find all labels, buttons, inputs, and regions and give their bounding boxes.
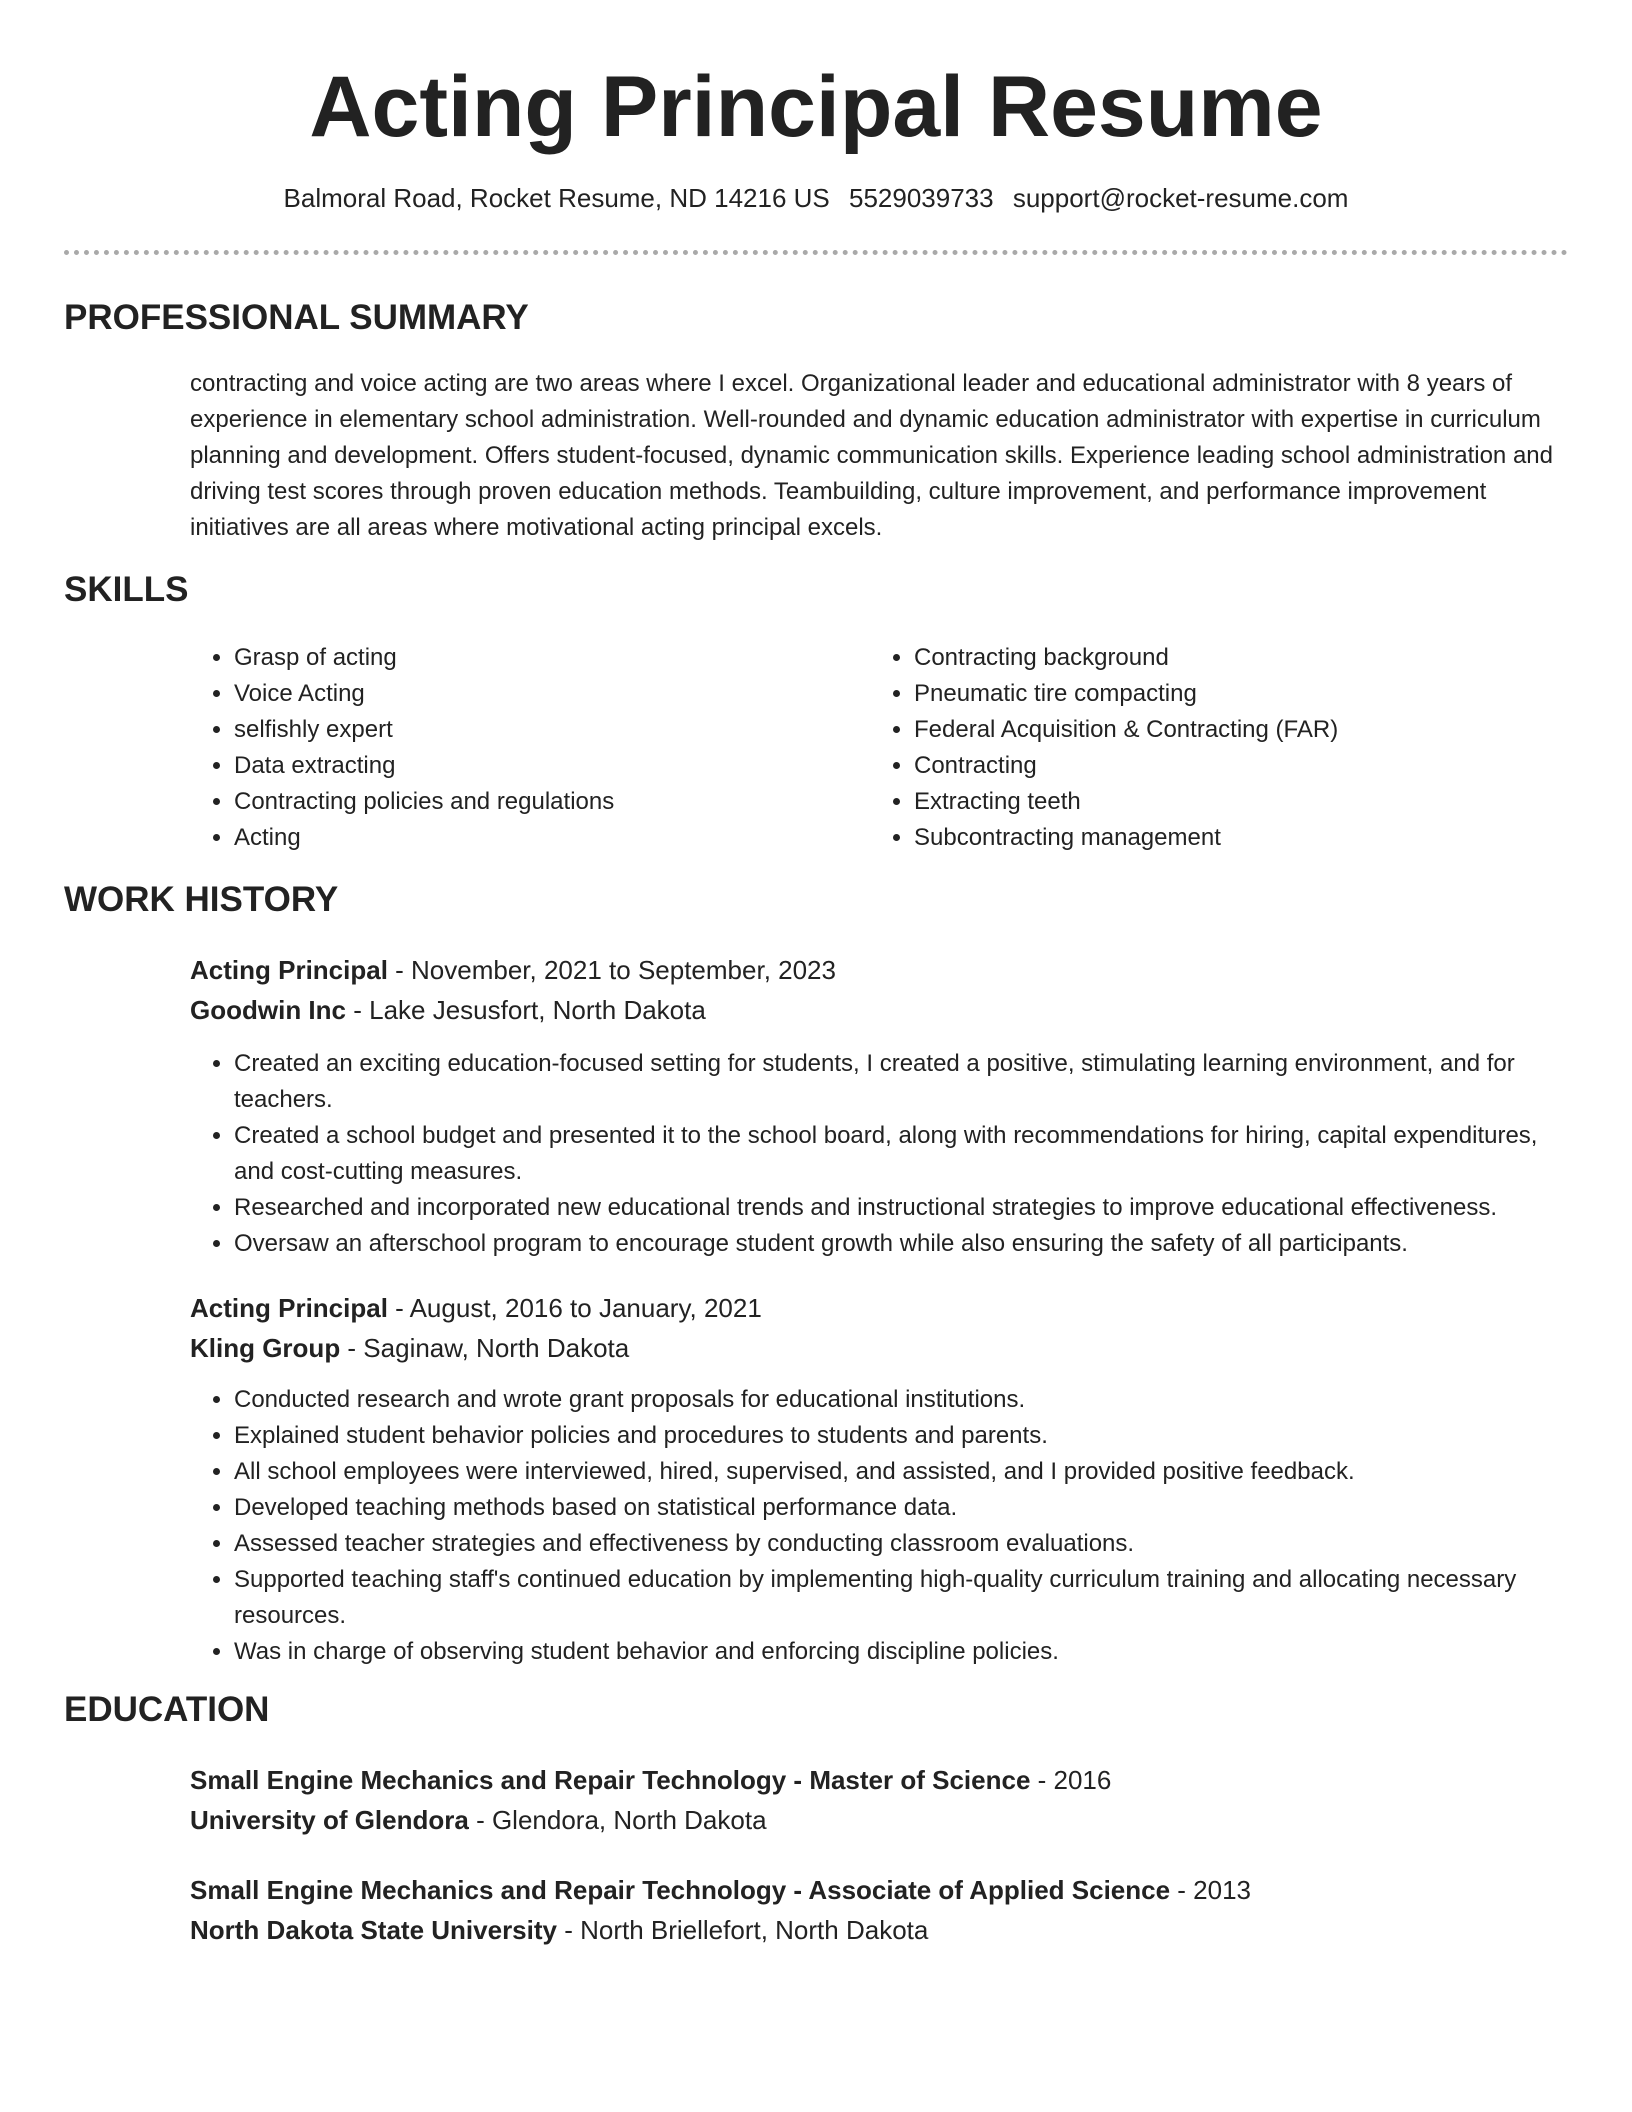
resume-title: Acting Principal Resume (309, 59, 1323, 155)
job-role: Acting Principal (190, 955, 388, 985)
education-year: - 2016 (1030, 1765, 1112, 1795)
job-company: Kling Group (190, 1333, 341, 1363)
job-company: Goodwin Inc (190, 995, 346, 1025)
skill-item: • Contracting background (914, 640, 1510, 676)
education-degree: Small Engine Mechanics and Repair Technology - Master of Science (190, 1765, 1031, 1795)
section-title-summary: PROFESSIONAL SUMMARY (64, 298, 529, 337)
skill-item: • Data extracting (234, 748, 830, 784)
education-location: - Glendora, North Dakota (468, 1805, 767, 1835)
skill-item: • Contracting policies and regulations (234, 784, 830, 820)
job-location: - Saginaw, North Dakota (340, 1333, 630, 1363)
job-company-line (190, 1328, 629, 1368)
header-divider (64, 250, 1568, 255)
section-title-work: WORK HISTORY (64, 880, 339, 919)
education-degree-line (190, 1760, 1111, 1800)
job-bullet: • Assessed teacher strategies and effectiveness by conducting classroom evaluations. (234, 1526, 1570, 1562)
job-bullet: • Supported teaching staff's continued education by implementing high-quality curriculum training and allocating necessary resources. (234, 1562, 1570, 1634)
job-bullet: • Explained student behavior policies and procedures to students and parents. (234, 1418, 1570, 1454)
education-location: - North Briellefort, North Dakota (556, 1915, 929, 1945)
skill-item: • Pneumatic tire compacting (914, 676, 1510, 712)
job-bullet: • Conducted research and wrote grant proposals for educational institutions. (234, 1382, 1570, 1418)
job-dates: - November, 2021 to September, 2023 (387, 955, 836, 985)
contact-phone: 5529039733 (849, 183, 994, 213)
education-school: University of Glendora (190, 1805, 469, 1835)
job-bullet: • All school employees were interviewed, hired, supervised, and assisted, and I provided positive feedback. (234, 1454, 1570, 1490)
job-bullets (190, 1382, 1570, 1670)
skill-item: • Subcontracting management (914, 820, 1510, 856)
job-bullet: • Researched and incorporated new educational trends and instructional strategies to improve educational effectiveness. (234, 1190, 1570, 1226)
job-company-line (190, 990, 706, 1030)
job-role: Acting Principal (190, 1293, 388, 1323)
education-degree: Small Engine Mechanics and Repair Technology - Associate of Applied Science (190, 1875, 1171, 1905)
contact-line (0, 180, 1632, 216)
education-school-line (190, 1800, 767, 1840)
job-bullets (190, 1046, 1570, 1262)
job-bullet: • Developed teaching methods based on statistical performance data. (234, 1490, 1570, 1526)
job-bullet: • Was in charge of observing student behavior and enforcing discipline policies. (234, 1634, 1570, 1670)
skill-item: • Grasp of acting (234, 640, 830, 676)
skill-item: • Contracting (914, 748, 1510, 784)
education-school-line (190, 1910, 928, 1950)
job-dates: - August, 2016 to January, 2021 (387, 1293, 762, 1323)
skill-item: • Extracting teeth (914, 784, 1510, 820)
job-bullet: • Oversaw an afterschool program to encourage student growth while also ensuring the safety of all participants. (234, 1226, 1570, 1262)
summary-text: contracting and voice acting are two areas where I excel. Organizational leader and educational administrator with 8 years of experience in elementary school administration. Well-rounded and dynamic education administrator with expertise in curriculum planning and development. Offers student-focused, dynamic communication skills. Experience leading school administration and driving test scores through proven education methods. Teambuilding, culture improvement, and performance improvement initiatives are all areas where motivational acting principal excels. (190, 370, 1553, 541)
skill-item: • Federal Acquisition & Contracting (FAR) (914, 712, 1510, 748)
job-bullet: • Created an exciting education-focused setting for students, I created a positive, stimulating learning environment, and for teachers. (234, 1046, 1570, 1118)
job-location: - Lake Jesusfort, North Dakota (346, 995, 706, 1025)
education-year: - 2013 (1170, 1875, 1252, 1905)
section-title-skills: SKILLS (64, 570, 189, 609)
skill-item: • Acting (234, 820, 830, 856)
skill-item: • Voice Acting (234, 676, 830, 712)
job-bullet: • Created a school budget and presented it to the school board, along with recommendations for hiring, capital expenditures, and cost-cutting measures. (234, 1118, 1570, 1190)
skills-column-right (870, 640, 1510, 856)
contact-email: support@rocket-resume.com (1012, 183, 1349, 213)
job-title-line (190, 1288, 762, 1328)
education-degree-line (190, 1870, 1251, 1910)
job-title-line (190, 950, 836, 990)
contact-address: Balmoral Road, Rocket Resume, ND 14216 US (283, 183, 830, 213)
skill-item: • selfishly expert (234, 712, 830, 748)
skills-column-left (190, 640, 830, 856)
section-title-education: EDUCATION (64, 1690, 270, 1729)
education-school: North Dakota State University (190, 1915, 557, 1945)
